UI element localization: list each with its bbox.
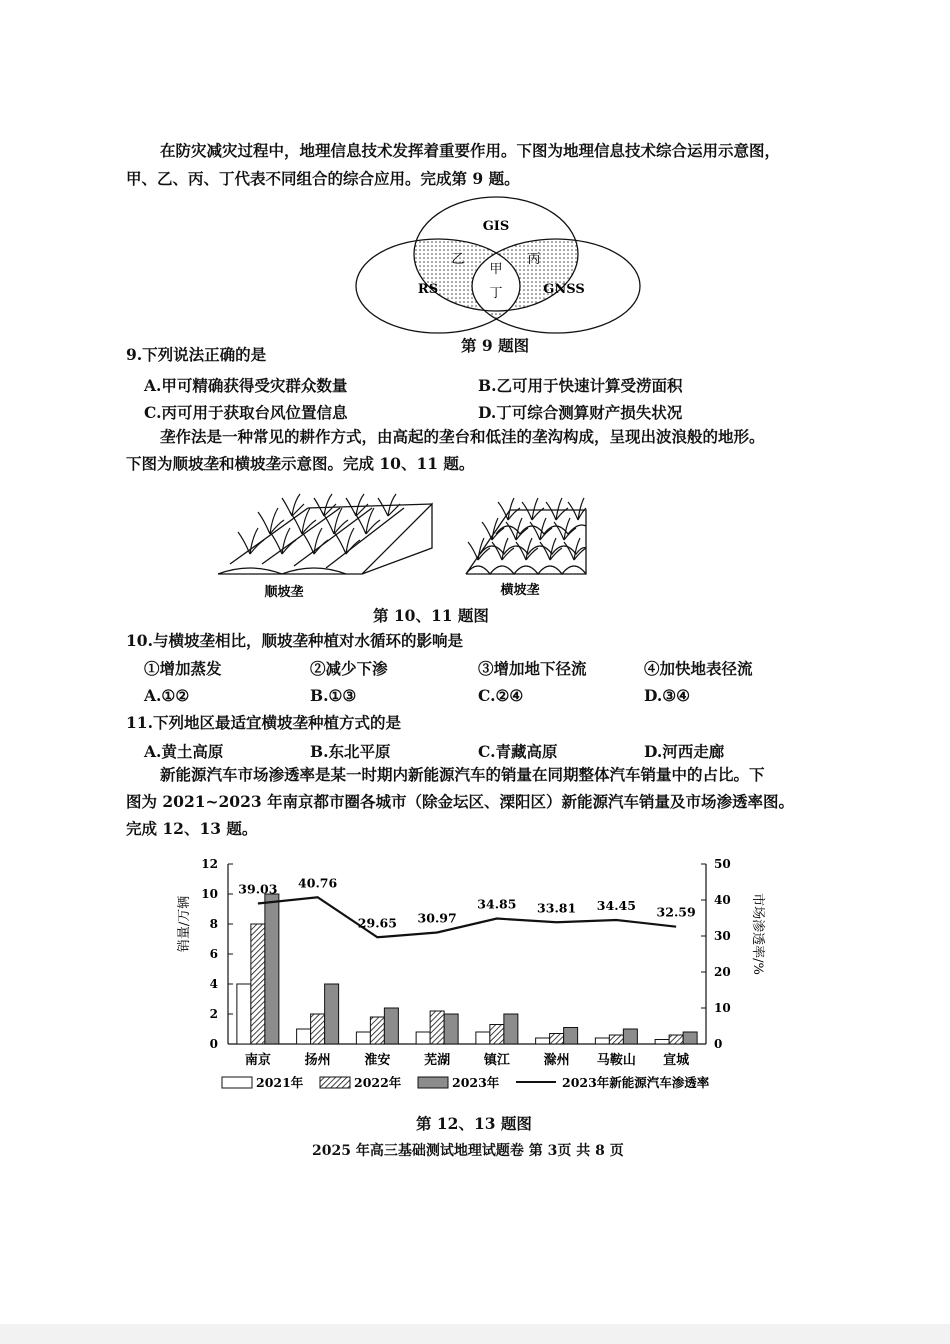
penetration-label: 32.59 [656, 904, 696, 920]
intro12-line2: 图为 2021~2023 年南京都市圈各城市（除金坛区、溧阳区）新能源汽车销量及市场渗透率图。 [126, 792, 795, 811]
intro9-line2: 甲、乙、丙、丁代表不同组合的综合应用。完成第 9 题。 [126, 169, 520, 188]
bar-2022年 [430, 1011, 444, 1044]
venn-gnss-label: GNSS [543, 282, 585, 297]
x-tick-label: 滁州 [543, 1053, 570, 1068]
y2-tick-label: 0 [714, 1037, 723, 1051]
bar-2023年 [265, 894, 279, 1044]
contour-ridge-figure [466, 498, 586, 574]
bar-2021年 [595, 1038, 609, 1044]
intro12-line3: 完成 12、13 题。 [126, 819, 258, 838]
y-tick-label: 6 [209, 947, 218, 961]
venn-caption: 第 9 题图 [461, 336, 530, 355]
penetration-label: 29.65 [357, 915, 397, 931]
penetration-label: 30.97 [417, 910, 457, 926]
legend-label: 2023年新能源汽车渗透率 [562, 1075, 710, 1090]
q11-stem: 11.下列地区最适宜横坡垄种植方式的是 [126, 713, 401, 732]
q9-stem: 9.下列说法正确的是 [126, 345, 267, 364]
bar-2021年 [416, 1032, 430, 1044]
venn-jia-label: 甲 [489, 262, 503, 277]
ridge-caption: 第 10、11 题图 [373, 606, 489, 625]
bar-2022年 [490, 1025, 504, 1045]
bar-2021年 [655, 1040, 669, 1045]
y2-axis-title: 市场渗透率/% [750, 893, 765, 975]
q9-option-b: B.乙可用于快速计算受涝面积 [478, 376, 683, 395]
bar-2021年 [536, 1038, 550, 1044]
bar-2022年 [609, 1035, 623, 1044]
y-tick-label: 2 [209, 1007, 218, 1021]
intro12-line1: 新能源汽车市场渗透率是某一时期内新能源汽车的销量在同期整体汽车销量中的占比。下 [160, 765, 765, 784]
penetration-label: 33.81 [537, 900, 577, 916]
legend-label: 2023年 [452, 1075, 500, 1090]
venn-yi-label: 乙 [451, 252, 465, 267]
y2-tick-label: 40 [714, 893, 731, 907]
legend-label: 2021年 [256, 1075, 304, 1090]
contour-ridge-label: 横坡垄 [500, 583, 540, 598]
bar-2023年 [325, 984, 339, 1044]
q9-option-c: C.丙可用于获取台风位置信息 [144, 403, 348, 422]
bar-2022年 [370, 1017, 384, 1044]
bar-2022年 [669, 1035, 683, 1044]
intro9-line1: 在防灾减灾过程中，地理信息技术发挥着重要作用。下图为地理信息技术综合运用示意图， [160, 141, 781, 160]
y-tick-label: 8 [209, 917, 218, 931]
x-tick-label: 南京 [244, 1053, 271, 1068]
q10-option-a: A.①② [144, 686, 190, 705]
ridge-illustration [210, 478, 620, 606]
q11-option-a: A.黄土高原 [144, 742, 224, 761]
penetration-label: 39.03 [238, 881, 278, 897]
penetration-label: 34.85 [477, 896, 517, 912]
q11-option-c: C.青藏高原 [478, 742, 558, 761]
bar-2021年 [476, 1032, 490, 1044]
x-tick-label: 马鞍山 [596, 1053, 636, 1068]
q10-statement-2: ②减少下渗 [310, 659, 388, 678]
legend-swatch [222, 1077, 252, 1088]
bar-2023年 [504, 1014, 518, 1044]
q10-stem: 10.与横坡垄相比，顺坡垄种植对水循环的影响是 [126, 631, 463, 650]
y2-tick-label: 10 [714, 1001, 731, 1015]
bar-2021年 [356, 1032, 370, 1044]
q10-statement-3: ③增加地下径流 [478, 659, 587, 678]
bar-2023年 [444, 1014, 458, 1044]
downslope-ridge-figure [218, 494, 432, 574]
venn-bing-label: 丙 [527, 252, 541, 267]
bar-2023年 [384, 1008, 398, 1044]
y2-tick-label: 20 [714, 965, 731, 979]
venn-gis-label: GIS [482, 219, 510, 234]
q10-statement-4: ④加快地表径流 [644, 659, 753, 678]
bar-2021年 [297, 1029, 311, 1044]
page-footer: 2025 年高三基础测试地理试题卷 第 3页 共 8 页 [312, 1143, 624, 1159]
q9-option-a: A.甲可精确获得受灾群众数量 [144, 376, 348, 395]
venn-ding-label: 丁 [489, 286, 503, 301]
q11-option-d: D.河西走廊 [644, 742, 725, 761]
y-axis-title: 销量/万辆 [177, 895, 192, 953]
intro10-line1: 垄作法是一种常见的耕作方式，由高起的垄台和低洼的垄沟构成，呈现出波浪般的地形。 [160, 427, 765, 446]
venn-diagram [350, 196, 650, 336]
y-tick-label: 10 [201, 887, 218, 901]
q10-option-c: C.②④ [478, 686, 524, 705]
x-tick-label: 镇江 [483, 1053, 510, 1068]
downslope-ridge-label: 顺坡垄 [264, 585, 304, 600]
bottom-margin-band [0, 1324, 950, 1344]
q10-option-d: D.③④ [644, 686, 691, 705]
y-tick-label: 12 [201, 857, 218, 871]
legend-label: 2022年 [354, 1075, 402, 1090]
bar-2022年 [311, 1014, 325, 1044]
penetration-label: 40.76 [298, 875, 338, 891]
bar-2023年 [623, 1029, 637, 1044]
intro10-line2: 下图为顺坡垄和横坡垄示意图。完成 10、11 题。 [126, 454, 475, 473]
q10-statement-1: ①增加蒸发 [144, 659, 222, 678]
x-tick-label: 扬州 [304, 1053, 331, 1068]
bar-2021年 [237, 984, 251, 1044]
penetration-label: 34.45 [596, 897, 636, 913]
legend-swatch [418, 1077, 448, 1088]
legend-swatch [320, 1077, 350, 1088]
bar-2023年 [683, 1032, 697, 1044]
bar-2022年 [550, 1034, 564, 1045]
sales-penetration-chart [170, 852, 770, 1110]
venn-rs-label: RS [417, 282, 439, 297]
x-tick-label: 宣城 [663, 1053, 690, 1068]
y-tick-label: 4 [209, 977, 218, 991]
q10-option-b: B.①③ [310, 686, 357, 705]
x-tick-label: 芜湖 [424, 1053, 451, 1068]
bar-2023年 [564, 1028, 578, 1045]
y-tick-label: 0 [209, 1037, 218, 1051]
q11-option-b: B.东北平原 [310, 742, 391, 761]
q9-option-d: D.丁可综合测算财产损失状况 [478, 403, 683, 422]
bar-2022年 [251, 924, 265, 1044]
chart-caption: 第 12、13 题图 [416, 1114, 532, 1133]
x-tick-label: 淮安 [364, 1053, 391, 1068]
y2-tick-label: 50 [714, 857, 731, 871]
y2-tick-label: 30 [714, 929, 731, 943]
